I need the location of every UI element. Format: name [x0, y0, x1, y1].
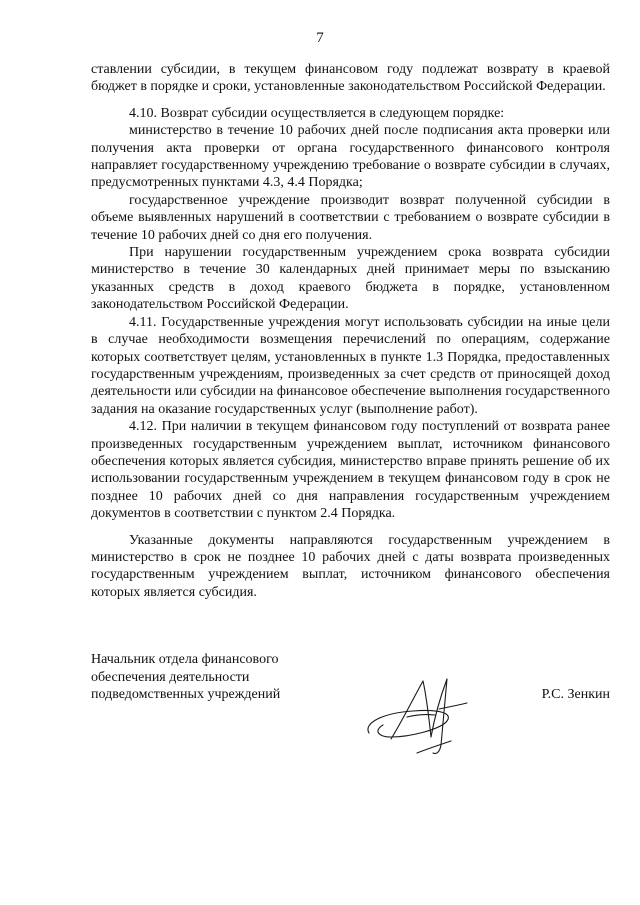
paragraph-documents: Указанные документы направляются государственным учреждением в министерство в срок не позднее 10 рабочих дней с даты возврата произведенных государственным учреждением выплат, источником финансового обеспечения которых является субсидия.	[91, 532, 610, 600]
handwritten-signature	[361, 671, 471, 761]
signatory-name: Р.С. Зенкин	[541, 687, 610, 702]
paragraph-4-11: 4.11. Государственные учреждения могут использовать субсидии на иные цели в случае необходимости возмещения перечислений по операциям, содержание которых соответствует целям, установленных в пункте 1.3 Порядка, предоставленных государственным учреждениям, произведенных за счет средств от приносящей доход деятельности или субсидии на финансовое обеспечение выполнения государственного задания на оказание государственных услуг (выполнение работ).	[91, 314, 610, 417]
signature-block	[91, 651, 610, 761]
paragraph-continuation: ставлении субсидии, в текущем финансовом году подлежат возврату в краевой бюджет в порядке и сроки, установленные законодательством Российской Федерации.	[91, 62, 610, 95]
paragraph-violation: При нарушении государственным учреждением срока возврата субсидии министерство в течение 30 календарных дней принимает меры по взысканию указанных средств в доход краевого бюджета в порядке, установленном законодательством Российской Федерации.	[91, 245, 610, 313]
signatory-title-line: Начальник отдела финансового	[91, 652, 279, 667]
paragraph-4-10: 4.10. Возврат субсидии осуществляется в следующем порядке:	[129, 105, 505, 121]
paragraph-4-12: 4.12. При наличии в текущем финансовом году поступлений от возврата ранее произведенных государственным учреждением выплат, источником финансового обеспечения которых является субсидия, министерство вправе принять решение об их использовании государственным учреждением в текущем финансовом году в срок не позднее 10 рабочих дней со дня направления государственным учреждением документов в соответствии с пунктом 2.4 Порядка.	[91, 419, 610, 522]
signatory-title-line: подведомственных учреждений	[91, 687, 281, 703]
paragraph-institution-refund: государственное учреждение производит возврат полученной субсидии в объеме выявленных нарушений в соответствии с требованием о возврате субсидии в течение 10 рабочих дней со дня его получения.	[91, 192, 610, 243]
page-number: 7	[316, 30, 324, 46]
signatory-title-line: обеспечения деятельности	[91, 669, 250, 685]
signatory-title	[91, 651, 280, 704]
document-body	[91, 61, 610, 601]
paragraph-ministry-term: министерство в течение 10 рабочих дней после подписания акта проверки или получения акта проверки от органа государственного финансового контроля направляет государственному учреждению требование о возврате субсидии в случаях, предусмотренных пунктами 4.3, 4.4 Порядка;	[91, 123, 610, 191]
